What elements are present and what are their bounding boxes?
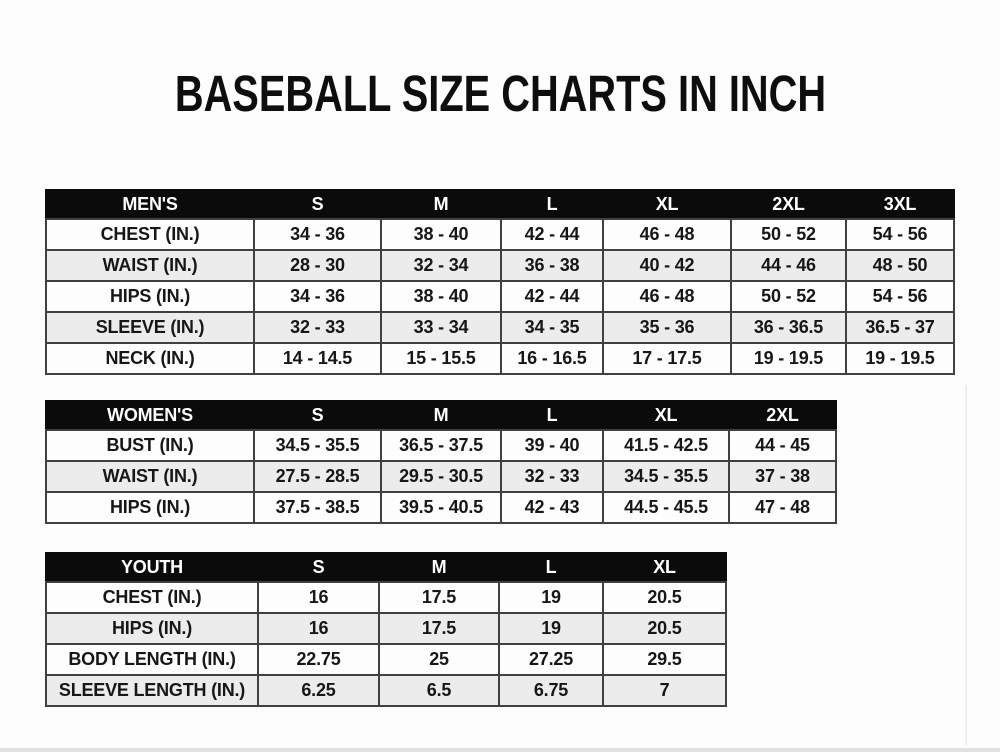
table-row bbox=[46, 613, 726, 644]
size-cell: 34.5 - 35.5 bbox=[603, 461, 729, 492]
womens-size-table bbox=[45, 400, 835, 524]
size-cell: 37 - 38 bbox=[729, 461, 836, 492]
size-cell: 17.5 bbox=[379, 582, 499, 613]
row-label: CHEST (IN.) bbox=[46, 219, 254, 250]
youth-size-table bbox=[45, 552, 725, 707]
size-cell: 35 - 36 bbox=[603, 312, 731, 343]
size-cell: 36.5 - 37.5 bbox=[381, 430, 501, 461]
row-label: BUST (IN.) bbox=[46, 430, 254, 461]
size-cell: 37.5 - 38.5 bbox=[254, 492, 381, 523]
size-cell: 28 - 30 bbox=[254, 250, 381, 281]
column-header: M bbox=[381, 401, 501, 430]
row-label: WAIST (IN.) bbox=[46, 461, 254, 492]
size-cell: 42 - 44 bbox=[501, 219, 603, 250]
row-label: HIPS (IN.) bbox=[46, 492, 254, 523]
page-title bbox=[0, 64, 1000, 123]
column-header: S bbox=[254, 401, 381, 430]
size-cell: 22.75 bbox=[258, 644, 379, 675]
table-row bbox=[46, 644, 726, 675]
size-cell: 50 - 52 bbox=[731, 219, 846, 250]
column-header: L bbox=[501, 401, 603, 430]
table-row bbox=[46, 343, 954, 374]
table-row bbox=[46, 675, 726, 706]
size-cell: 34 - 36 bbox=[254, 219, 381, 250]
column-header: L bbox=[501, 190, 603, 219]
size-cell: 29.5 - 30.5 bbox=[381, 461, 501, 492]
mens-size-table bbox=[45, 189, 953, 375]
size-cell: 19 - 19.5 bbox=[846, 343, 954, 374]
table-row bbox=[46, 281, 954, 312]
row-label: SLEEVE LENGTH (IN.) bbox=[46, 675, 258, 706]
size-cell: 29.5 bbox=[603, 644, 726, 675]
size-cell: 16 bbox=[258, 582, 379, 613]
youth-header-row bbox=[46, 553, 726, 582]
size-cell: 7 bbox=[603, 675, 726, 706]
size-cell: 33 - 34 bbox=[381, 312, 501, 343]
column-header: XL bbox=[603, 401, 729, 430]
row-label: HIPS (IN.) bbox=[46, 281, 254, 312]
size-cell: 32 - 34 bbox=[381, 250, 501, 281]
size-cell: 16 bbox=[258, 613, 379, 644]
size-cell: 47 - 48 bbox=[729, 492, 836, 523]
size-cell: 40 - 42 bbox=[603, 250, 731, 281]
size-cell: 32 - 33 bbox=[254, 312, 381, 343]
photo-bottom-edge-artifact bbox=[0, 748, 1000, 752]
womens-header-row bbox=[46, 401, 836, 430]
size-cell: 34.5 - 35.5 bbox=[254, 430, 381, 461]
mens-header-row bbox=[46, 190, 954, 219]
table-row bbox=[46, 430, 836, 461]
size-cell: 6.5 bbox=[379, 675, 499, 706]
table-row bbox=[46, 582, 726, 613]
size-cell: 20.5 bbox=[603, 613, 726, 644]
column-header: M bbox=[381, 190, 501, 219]
column-header: S bbox=[258, 553, 379, 582]
youth-table-grid bbox=[45, 552, 727, 707]
column-header: 2XL bbox=[729, 401, 836, 430]
column-header: XL bbox=[603, 553, 726, 582]
size-cell: 44 - 45 bbox=[729, 430, 836, 461]
size-cell: 39 - 40 bbox=[501, 430, 603, 461]
mens-table-title: MEN'S bbox=[46, 190, 254, 219]
size-cell: 25 bbox=[379, 644, 499, 675]
size-cell: 36 - 38 bbox=[501, 250, 603, 281]
size-cell: 36 - 36.5 bbox=[731, 312, 846, 343]
size-cell: 19 bbox=[499, 582, 603, 613]
size-cell: 46 - 48 bbox=[603, 219, 731, 250]
size-cell: 38 - 40 bbox=[381, 281, 501, 312]
size-cell: 16 - 16.5 bbox=[501, 343, 603, 374]
column-header: L bbox=[499, 553, 603, 582]
page-title-text: BASEBALL SIZE CHARTS IN INCH bbox=[174, 65, 826, 122]
size-cell: 41.5 - 42.5 bbox=[603, 430, 729, 461]
column-header: 2XL bbox=[731, 190, 846, 219]
table-row bbox=[46, 219, 954, 250]
mens-table-grid bbox=[45, 189, 955, 375]
table-row bbox=[46, 492, 836, 523]
size-cell: 27.5 - 28.5 bbox=[254, 461, 381, 492]
column-header: 3XL bbox=[846, 190, 954, 219]
size-cell: 34 - 35 bbox=[501, 312, 603, 343]
size-cell: 34 - 36 bbox=[254, 281, 381, 312]
size-cell: 6.75 bbox=[499, 675, 603, 706]
column-header: M bbox=[379, 553, 499, 582]
size-cell: 19 - 19.5 bbox=[731, 343, 846, 374]
womens-table-grid bbox=[45, 400, 837, 524]
size-cell: 54 - 56 bbox=[846, 219, 954, 250]
size-cell: 44 - 46 bbox=[731, 250, 846, 281]
row-label: CHEST (IN.) bbox=[46, 582, 258, 613]
size-cell: 54 - 56 bbox=[846, 281, 954, 312]
size-cell: 32 - 33 bbox=[501, 461, 603, 492]
column-header: S bbox=[254, 190, 381, 219]
size-cell: 48 - 50 bbox=[846, 250, 954, 281]
size-cell: 14 - 14.5 bbox=[254, 343, 381, 374]
row-label: BODY LENGTH (IN.) bbox=[46, 644, 258, 675]
column-header: XL bbox=[603, 190, 731, 219]
table-row bbox=[46, 250, 954, 281]
table-row bbox=[46, 312, 954, 343]
size-cell: 6.25 bbox=[258, 675, 379, 706]
size-cell: 38 - 40 bbox=[381, 219, 501, 250]
table-row bbox=[46, 461, 836, 492]
size-cell: 27.25 bbox=[499, 644, 603, 675]
row-label: SLEEVE (IN.) bbox=[46, 312, 254, 343]
size-cell: 17.5 bbox=[379, 613, 499, 644]
size-cell: 44.5 - 45.5 bbox=[603, 492, 729, 523]
size-cell: 20.5 bbox=[603, 582, 726, 613]
row-label: HIPS (IN.) bbox=[46, 613, 258, 644]
youth-table-title: YOUTH bbox=[46, 553, 258, 582]
photo-right-edge-artifact bbox=[965, 385, 967, 745]
row-label: NECK (IN.) bbox=[46, 343, 254, 374]
size-cell: 36.5 - 37 bbox=[846, 312, 954, 343]
size-cell: 42 - 44 bbox=[501, 281, 603, 312]
size-cell: 46 - 48 bbox=[603, 281, 731, 312]
size-cell: 15 - 15.5 bbox=[381, 343, 501, 374]
size-cell: 19 bbox=[499, 613, 603, 644]
size-cell: 42 - 43 bbox=[501, 492, 603, 523]
size-cell: 39.5 - 40.5 bbox=[381, 492, 501, 523]
size-cell: 50 - 52 bbox=[731, 281, 846, 312]
womens-table-title: WOMEN'S bbox=[46, 401, 254, 430]
size-cell: 17 - 17.5 bbox=[603, 343, 731, 374]
row-label: WAIST (IN.) bbox=[46, 250, 254, 281]
